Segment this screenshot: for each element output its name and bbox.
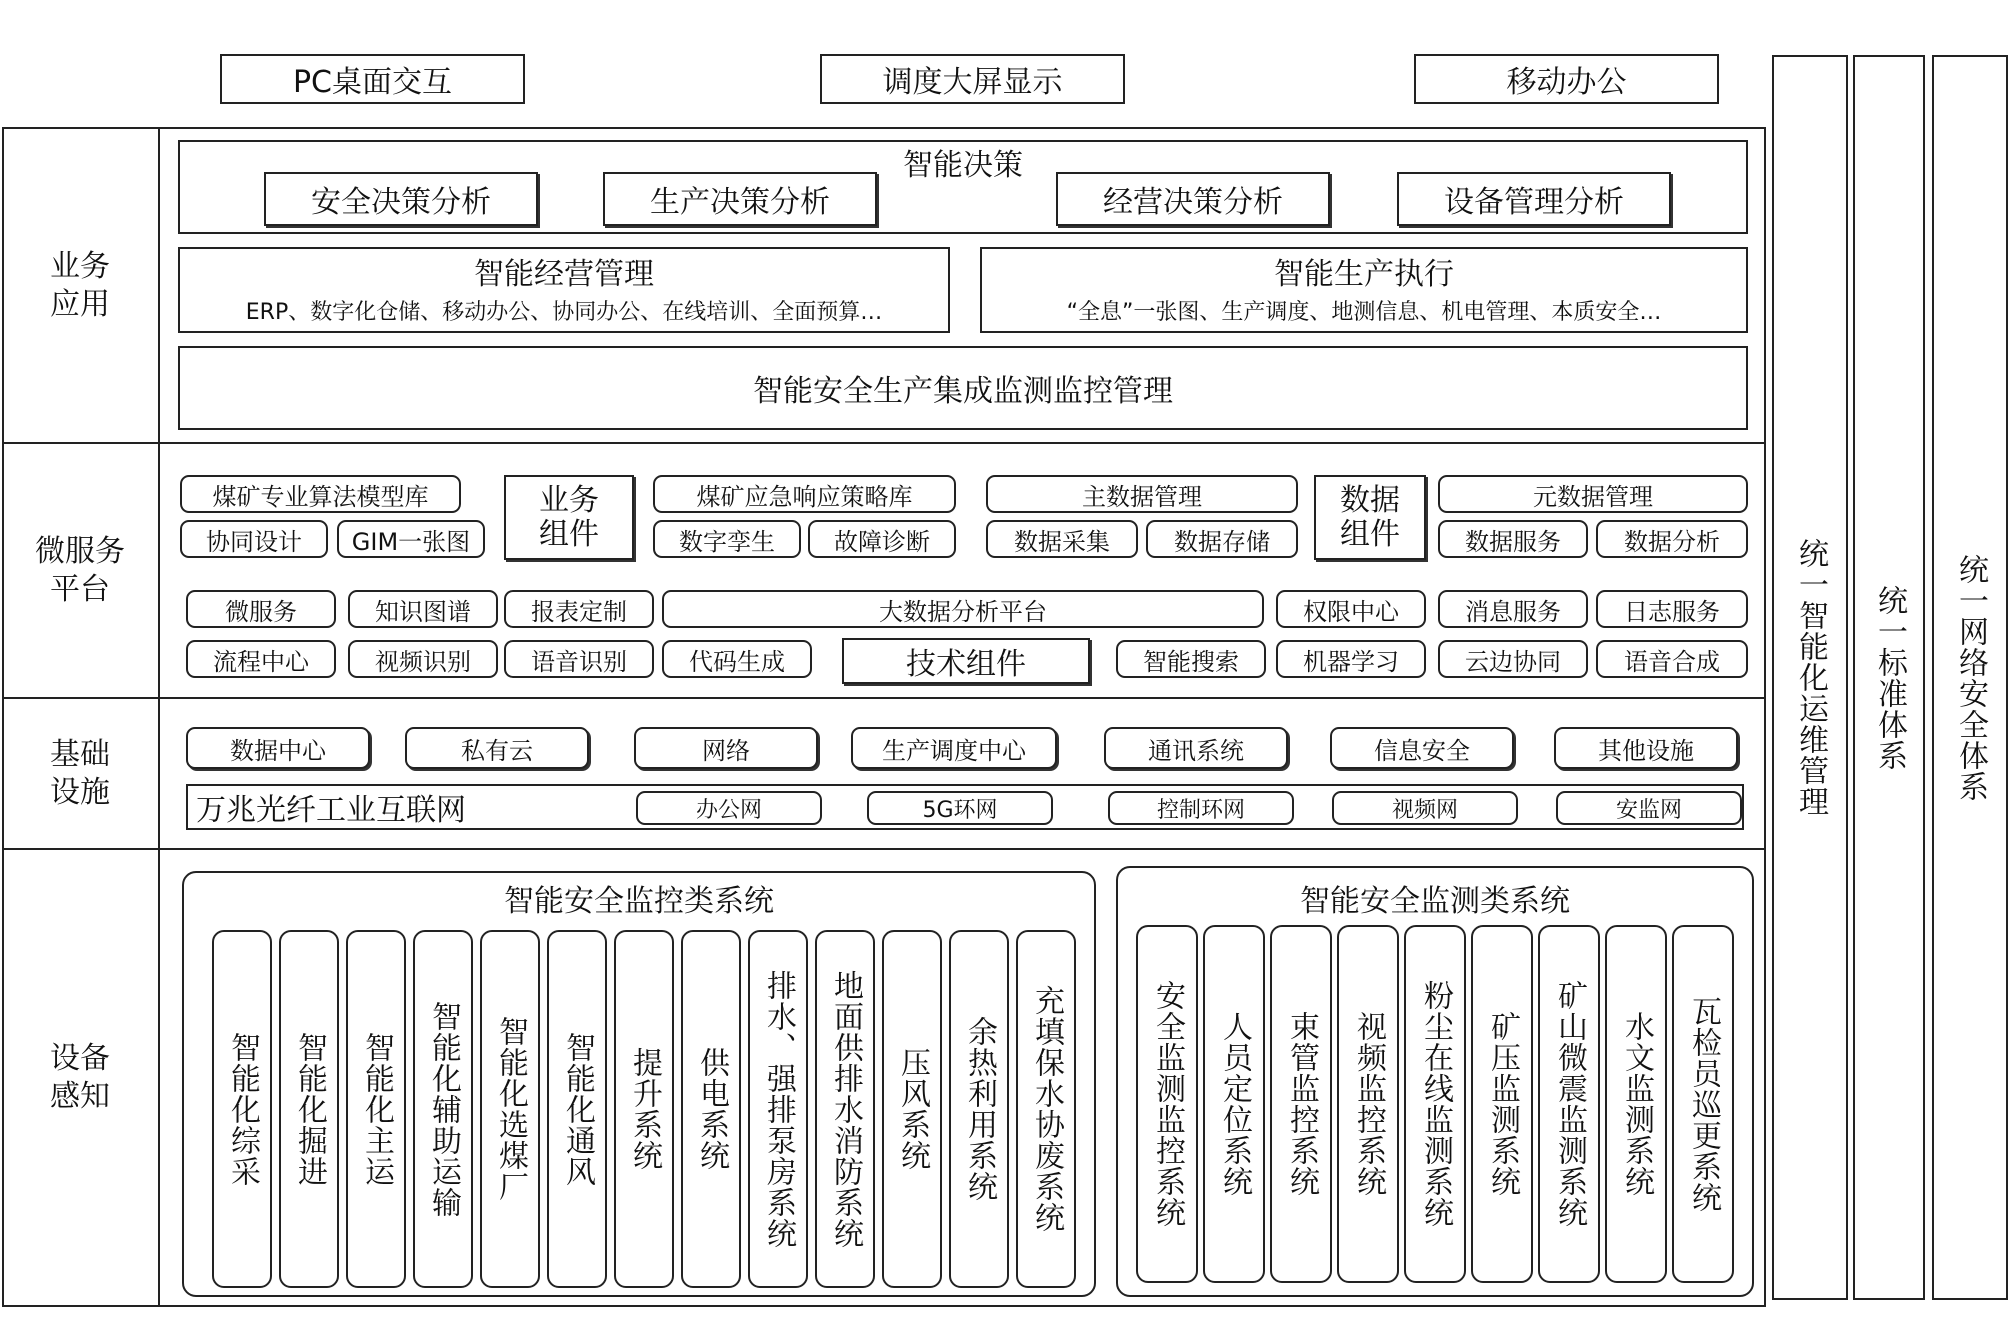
emergency-strategy-library: 煤矿应急响应策略库: [653, 475, 956, 513]
fault-diagnosis: 故障诊断: [808, 520, 956, 558]
voice-recognition: 语音识别: [504, 640, 654, 678]
safety-control-title: 智能安全监控类系统: [504, 884, 774, 919]
control-system-8: 供电系统: [681, 930, 741, 1288]
master-data-management: 主数据管理: [986, 475, 1298, 513]
digital-twin: 数字孪生: [653, 520, 801, 558]
smart-production-title: 智能生产执行: [1274, 257, 1454, 292]
smart-operations-title: 智能经营管理: [474, 257, 654, 292]
speech-synthesis: 语音合成: [1596, 640, 1748, 678]
control-system-2: 智能化掘进: [279, 930, 339, 1288]
unified-standard-column: [1853, 55, 1925, 1300]
knowledge-graph: 知识图谱: [348, 590, 498, 628]
facility-network: 网络: [634, 727, 818, 769]
control-system-9: 排水、强排泵房系统: [748, 930, 808, 1288]
control-ring-network: 控制环网: [1108, 791, 1294, 825]
control-system-11: 压风系统: [882, 930, 942, 1288]
video-recognition: 视频识别: [348, 640, 498, 678]
control-system-5: 智能化选煤厂: [480, 930, 540, 1288]
facility-dispatch-center: 生产调度中心: [851, 727, 1057, 769]
control-system-13: 充填保水协废系统: [1016, 930, 1076, 1288]
control-system-1: 智能化综采: [212, 930, 272, 1288]
monitor-system-1: 安全监测监控系统: [1136, 925, 1198, 1283]
monitor-system-8: 水文监测系统: [1605, 925, 1667, 1283]
monitor-system-2: 人员定位系统: [1203, 925, 1265, 1283]
control-system-6: 智能化通风: [547, 930, 607, 1288]
layer-label-business: 业务 应用: [50, 248, 110, 322]
machine-learning: 机器学习: [1276, 640, 1426, 678]
business-component-title: 业务 组件: [504, 475, 634, 560]
safety-monitor-title: 智能安全监测类系统: [1300, 884, 1570, 919]
data-storage: 数据存储: [1146, 520, 1298, 558]
coal-algorithm-library: 煤矿专业算法模型库: [180, 475, 461, 513]
monitor-system-5: 粉尘在线监测系统: [1404, 925, 1466, 1283]
smart-operations-detail: ERP、数字化仓储、移动办公、协同办公、在线培训、全面预算…: [245, 299, 883, 325]
data-analysis: 数据分析: [1596, 520, 1748, 558]
layer-label-infrastructure: 基础 设施: [50, 736, 110, 810]
control-system-7: 提升系统: [614, 930, 674, 1288]
control-system-12: 余热利用系统: [949, 930, 1009, 1288]
facility-info-security: 信息安全: [1330, 727, 1514, 769]
channel-mobile: 移动办公: [1414, 54, 1719, 104]
safety-monitor-network: 安监网: [1556, 791, 1742, 825]
gim-map: GIM一张图: [337, 520, 485, 558]
facility-data-center: 数据中心: [186, 727, 370, 769]
permission-center: 权限中心: [1276, 590, 1426, 628]
layer-divider-1: [2, 442, 1766, 444]
equipment-decision-box: 设备管理分析: [1397, 172, 1671, 226]
collaborative-design: 协同设计: [180, 520, 328, 558]
layer-label-microservice: 微服务 平台: [35, 533, 125, 607]
report-customization: 报表定制: [504, 590, 654, 628]
monitor-system-4: 视频监控系统: [1337, 925, 1399, 1283]
office-network: 办公网: [636, 791, 822, 825]
layer-divider-2: [2, 697, 1766, 699]
tech-component-title: 技术组件: [842, 638, 1090, 684]
unified-standard-label: 统一标准体系: [1872, 584, 1907, 771]
control-system-3: 智能化主运: [346, 930, 406, 1288]
unified-security-label: 统一网络安全体系: [1953, 553, 1988, 802]
operation-decision-box: 经营决策分析: [1056, 172, 1330, 226]
monitor-system-3: 束管监控系统: [1270, 925, 1332, 1283]
data-component-title: 数据 组件: [1314, 475, 1426, 560]
monitor-system-6: 矿压监测系统: [1471, 925, 1533, 1283]
production-decision-box: 生产决策分析: [603, 172, 877, 226]
monitor-system-7: 矿山微震监测系统: [1538, 925, 1600, 1283]
control-system-4: 智能化辅助运输: [413, 930, 473, 1288]
integrated-monitoring-box: 智能安全生产集成监测监控管理: [178, 346, 1748, 430]
facility-private-cloud: 私有云: [405, 727, 589, 769]
layer-divider-3: [2, 848, 1766, 850]
micro-service: 微服务: [186, 590, 336, 628]
channel-pc: PC桌面交互: [220, 54, 525, 104]
metadata-management: 元数据管理: [1438, 475, 1748, 513]
facility-others: 其他设施: [1554, 727, 1738, 769]
safety-decision-box: 安全决策分析: [264, 172, 538, 226]
unified-ops-column: [1772, 55, 1848, 1300]
process-center: 流程中心: [186, 640, 336, 678]
channel-big-screen: 调度大屏显示: [820, 54, 1125, 104]
monitor-system-9: 瓦检员巡更系统: [1672, 925, 1734, 1283]
unified-security-column: [1932, 55, 2008, 1300]
message-service: 消息服务: [1438, 590, 1588, 628]
smart-search: 智能搜索: [1116, 640, 1266, 678]
unified-ops-label: 统一智能化运维管理: [1793, 538, 1828, 817]
smart-decision-title: 智能决策: [903, 148, 1023, 183]
video-network: 视频网: [1332, 791, 1518, 825]
5g-ring-network: 5G环网: [867, 791, 1053, 825]
smart-production-detail: “全息”一张图、生产调度、地测信息、机电管理、本质安全…: [1066, 299, 1662, 325]
big-data-platform: 大数据分析平台: [662, 590, 1264, 628]
data-collection: 数据采集: [986, 520, 1138, 558]
facility-communication: 通讯系统: [1104, 727, 1288, 769]
log-service: 日志服务: [1596, 590, 1748, 628]
industrial-internet-title: 万兆光纤工业互联网: [196, 793, 466, 828]
data-service: 数据服务: [1438, 520, 1588, 558]
control-system-10: 地面供排水消防系统: [815, 930, 875, 1288]
code-generation: 代码生成: [662, 640, 812, 678]
layer-label-perception: 设备 感知: [50, 1040, 110, 1114]
cloud-edge-collaboration: 云边协同: [1438, 640, 1588, 678]
